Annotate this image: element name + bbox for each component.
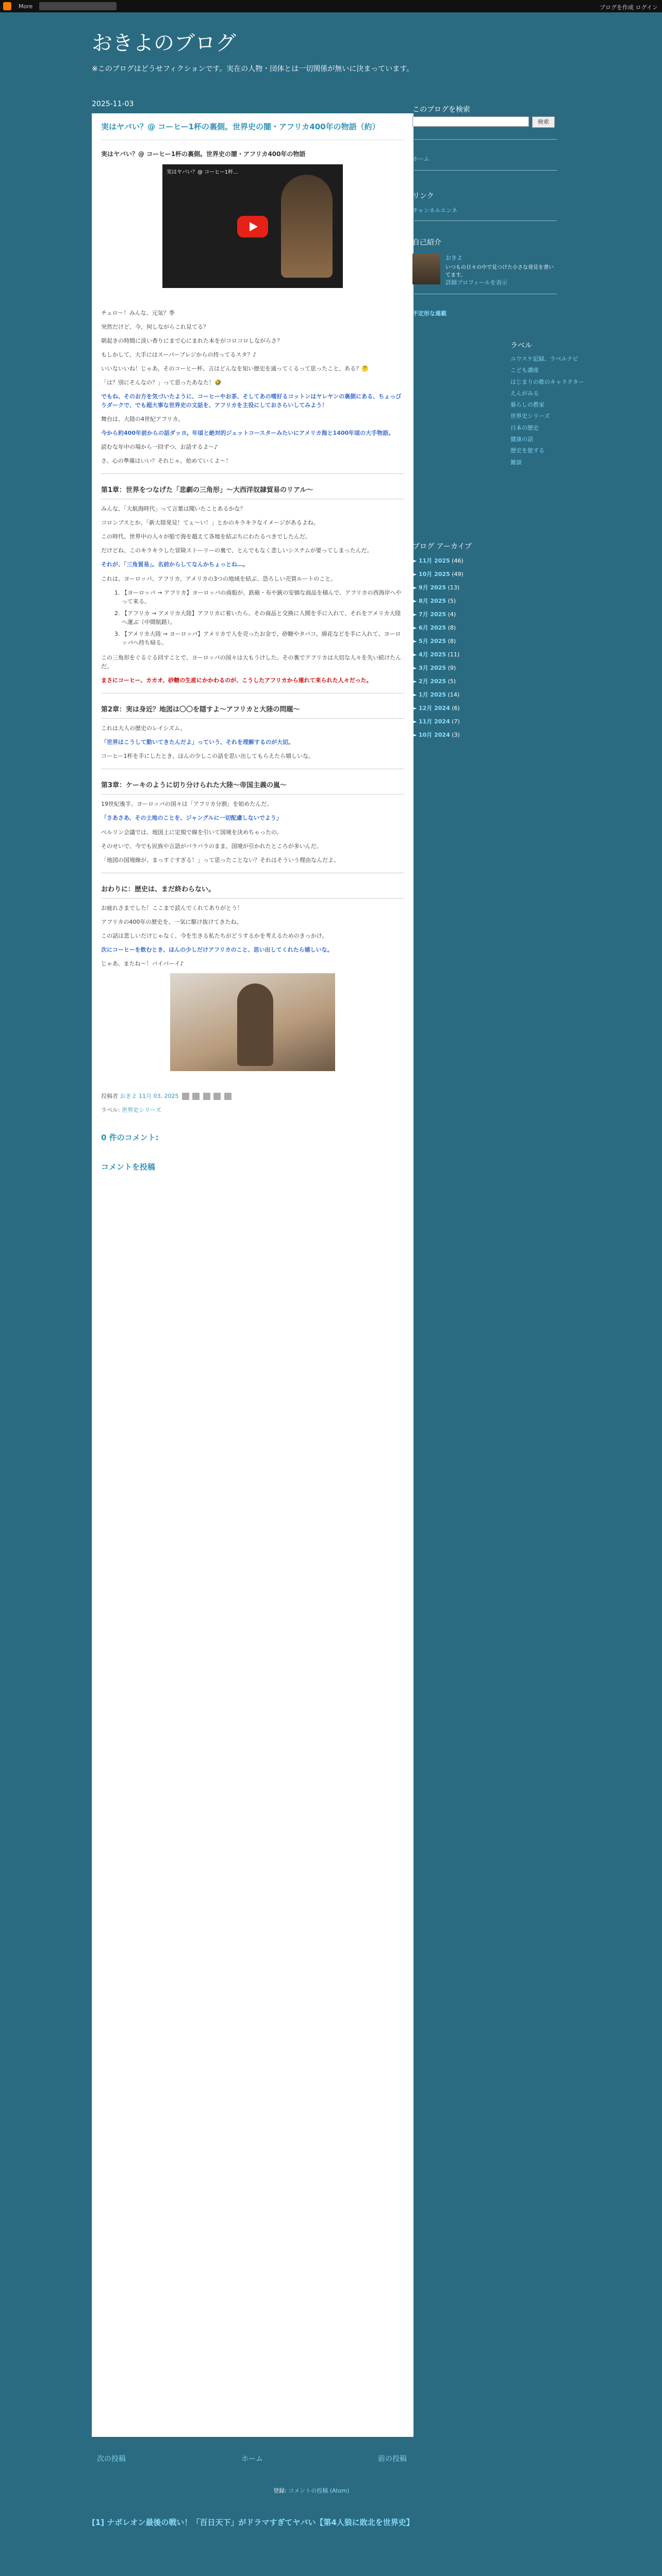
labels-widget-title: ラベル — [510, 342, 532, 350]
archive-toggle-icon: ► — [412, 584, 419, 591]
labels-list — [510, 355, 588, 470]
paragraph: ベルリン会議では、地図上に定規で線を引いて国境を決めちゃったの。 — [101, 828, 283, 836]
label-item[interactable]: ユウスケ記録、ラベルナビ — [510, 355, 578, 362]
post-labels — [101, 1106, 404, 1114]
post-title[interactable]: 実はヤバい？@ コーヒー1杯の裏側。世界史の闇・アフリカ400年の物語（約） — [101, 122, 404, 140]
archive-item[interactable]: ► 2月 2025 (5) — [412, 678, 456, 685]
archive-item[interactable]: ► 10月 2025 (49) — [412, 571, 464, 578]
paragraph: 舞台は、大陸の4世紀アフリカ。 — [101, 415, 184, 422]
paragraph: 突然だけど、今、何しながらこれ見てる？ — [101, 323, 209, 330]
paragraph: アフリカの400年の歴史を、一気に駆け抜けてきたね。 — [101, 918, 242, 925]
archive-item[interactable]: ► 11月 2025 (46) — [412, 557, 464, 564]
archive-item[interactable]: ► 11月 2024 (7) — [412, 718, 460, 725]
paragraph: この三角形をぐるぐる回すことで、ヨーロッパの国々は大もうけした。その裏でアフリカは大切な人々を失い続けたんだ。 — [101, 654, 402, 670]
paragraph: コーヒー1杯を手にしたとき、ほんの少しこの話を思い出してもらえたら嬉しいな。 — [101, 753, 315, 760]
newer-post-link[interactable]: 次の投稿 — [97, 2455, 126, 2463]
archive-widget-title: ブログ アーカイブ — [412, 543, 472, 551]
sidebar-home-link[interactable]: ホーム — [412, 156, 429, 162]
paragraph-highlight: 今から約400年前からの話ダッヨ。年頃と絶対的ジェットコースターみたいにアメリカ海と1400年頃の大手物語。 — [101, 430, 394, 437]
archive-item[interactable]: ► 6月 2025 (8) — [412, 624, 456, 631]
facebook-share-icon[interactable] — [213, 1093, 221, 1100]
archive-item[interactable]: ► 9月 2025 (13) — [412, 584, 460, 591]
label-item[interactable]: 雑談 — [510, 459, 522, 466]
date-header: 2025-11-03 — [92, 100, 134, 108]
image-figure — [237, 984, 273, 1066]
sidebar-search-button[interactable]: 検索 — [532, 116, 555, 128]
paragraph: 19世紀後半、ヨーロッパの国々は「アフリカ分割」を始めたんだ。 — [101, 801, 273, 808]
pinterest-share-icon[interactable] — [224, 1093, 231, 1100]
paragraph-highlight: 「世界はこうして動いてきたんだよ」っていう、それを理解するのが大切。 — [101, 739, 294, 746]
paragraph: この時代、世界中の人々が船で海を越えて各地を結ぶちにわたるべきでしたんだ。 — [101, 533, 311, 540]
paragraph: これは大人の歴史のレイシズム。 — [101, 725, 186, 732]
archive-item[interactable]: ► 8月 2025 (5) — [412, 598, 456, 604]
links-widget-title: リンク — [412, 192, 434, 200]
archive-item[interactable]: ► 5月 2025 (8) — [412, 638, 456, 645]
archive-toggle-icon: ► — [412, 598, 419, 604]
paragraph: 「は？別にそんなの？」って思ったあなた！🤣 — [101, 379, 222, 386]
paragraph: もしかして、大手にはスーパーブレジからの持ってるスタ？♪ — [101, 351, 257, 358]
section-heading: 第2章：実は身近？地図は〇〇を隠すよ〜アフリカと大陸の問題〜 — [101, 705, 404, 719]
paragraph: さ、心の準備はいい？それじゃ、始めていくよ〜！ — [101, 457, 231, 465]
paragraph: だけどね、このキラキラした冒険ストーリーの裏で、とんでもなく悲しいシステムが要ってしまったんだ。 — [101, 547, 373, 554]
paragraph-highlight: でもね、そのお方を気づいたように、コーヒーやお茶、そしてあの嗜好るコットンはヤレヤンの裏側にある、ちょっびりダークで、でも超大事な世界史の文話を、アフリカを主役にしておさらいしてみよう！ — [101, 393, 402, 409]
trade-route-list — [101, 588, 404, 647]
label-item[interactable]: 暮らしの教室 — [510, 401, 544, 409]
archive-item[interactable]: ► 1月 2025 (14) — [412, 691, 460, 698]
subscribe-label: 登録: — [273, 2487, 287, 2494]
labels-label: ラベル: — [101, 1107, 120, 1114]
label-item[interactable]: 歴史を旅する — [510, 447, 544, 454]
archive-toggle-icon: ► — [412, 691, 419, 698]
blog-title[interactable]: おきよのブログ — [92, 31, 236, 55]
archive-toggle-icon: ► — [412, 705, 419, 711]
blogger-logo-icon[interactable] — [3, 2, 11, 10]
archive-item[interactable]: ► 12月 2024 (6) — [412, 705, 460, 711]
archive-toggle-icon: ► — [412, 651, 419, 658]
list-item: 2. 【アフリカ → アメリカ大陸】アフリカに着いたら、その商品と交換に人間を手に入れて、それをアメリカ大陸へ運ぶ（中間航路）。 — [122, 609, 404, 626]
post-lead: 実はヤバい？@ コーヒー1杯の裏側。世界史の闇・アフリカ400年の物語 — [101, 150, 306, 158]
related-post-title[interactable]: [1] ナポレオン最後の戦い！「百日天下」がドラマすぎてヤバい【第4人狼に敗北を世界史】 — [92, 2518, 414, 2527]
paragraph-highlight: 次にコーヒーを飲むとき、ほんの少しだけアフリカのこと、思い出してくれたら嬉しいな。 — [101, 946, 333, 953]
sidebar-search-input[interactable] — [412, 116, 529, 127]
label-item[interactable]: 健康の話 — [510, 436, 533, 443]
archive-toggle-icon: ► — [412, 665, 419, 671]
section-heading: おわりに：歴史は、まだ終わらない。 — [101, 885, 404, 899]
posted-by-label: 投稿者 — [101, 1093, 118, 1100]
section-heading: 第1章：世界をつなげた「悲劇の三角形」〜大西洋奴隷貿易のリアル〜 — [101, 485, 404, 499]
profile-name-link[interactable]: おきよ — [445, 255, 462, 261]
paragraph-highlight: それが、「三角貿易」。名前からしてなんかちょっとね…。 — [101, 561, 249, 568]
profile-widget-title: 自己紹介 — [412, 239, 441, 247]
archive-toggle-icon: ► — [412, 624, 419, 631]
more-menu[interactable]: More — [19, 3, 33, 10]
divider — [101, 473, 404, 474]
paragraph: 「地図の国境線が、まっすぐすぎる！」って思ったことない？それはそういう理由なんだよ。 — [101, 856, 339, 863]
divider — [412, 170, 557, 171]
archive-toggle-icon: ► — [412, 557, 419, 564]
label-item[interactable]: 日本の歴史 — [510, 424, 539, 431]
post-footer — [101, 1092, 404, 1100]
paragraph: 読むな年中の場から一回ずつ、お話するよ〜♪ — [101, 444, 218, 451]
paragraph: お疲れさまでした！ここまで読んでくれてありがとう！ — [101, 904, 243, 911]
email-share-icon[interactable] — [182, 1093, 189, 1100]
label-item[interactable]: こども講座 — [510, 367, 539, 374]
navbar-account-links[interactable]: ブログを作成 ログイン — [600, 4, 658, 11]
paragraph: コロンブスとか、「新大陸発見！てぇ〜い！」とかのキラキラなイメージがあるよね。 — [101, 519, 319, 527]
paragraph: みんな、「大航海時代」って言葉は聞いたことあるかな？ — [101, 505, 246, 513]
home-link[interactable]: ホーム — [241, 2455, 263, 2463]
paragraph: いいないいね！じゃあ、そのコーヒー杯、言はどんなを知い歴史を通ってくるって思ったこと、ある？🤔 — [101, 365, 369, 372]
video-title: 実はヤバい？@ コーヒー1杯... — [167, 169, 238, 175]
subscribe-line — [273, 2486, 349, 2495]
video-thumbnail-figure — [281, 175, 333, 278]
paragraph: 朝起きの時間に淡い香りにまで心にまれた本をがコロコロしながらさ？ — [101, 337, 283, 344]
label-item[interactable]: はじまりの歌のキャラクター — [510, 378, 584, 385]
blog-description: ※このブログはどうせフィクションです。実在の人物・団体とは一切関係が無いに決まっています。 — [92, 65, 414, 73]
post-image[interactable] — [170, 973, 335, 1071]
navbar-search-input[interactable] — [39, 2, 117, 10]
paragraph-highlight: まさにコーヒー、カカオ、砂糖の生産にかかわるのが、こうしたアフリカから連れて来られた人々だった。 — [101, 676, 372, 684]
archive-item[interactable]: ► 7月 2025 (4) — [412, 611, 456, 618]
archive-toggle-icon: ► — [412, 718, 419, 725]
archive-toggle-icon: ► — [412, 611, 419, 618]
blogger-navbar — [0, 0, 662, 12]
blog-share-icon[interactable] — [192, 1093, 200, 1100]
archive-toggle-icon: ► — [412, 732, 419, 738]
post-timestamp[interactable]: 11月 03, 2025 — [139, 1093, 179, 1100]
archive-toggle-icon: ► — [412, 638, 419, 645]
archive-item[interactable]: ► 10月 2024 (3) — [412, 732, 460, 738]
comments-count: 0 件のコメント: — [101, 1133, 159, 1143]
list-item: 3. 【アメリカ大陸 → ヨーロッパ】アメリカで人を売ったお金で、砂糖やタバコ、綿花などを手に入れて、ヨーロッパへ持ち帰る。 — [122, 630, 404, 647]
section-heading: 第3章：ケーキのように切り分けられた大陸〜帝国主義の嵐〜 — [101, 781, 404, 794]
paragraph: じゃあ、またね〜！バイバーイ♪ — [101, 960, 184, 967]
blog-header — [92, 27, 566, 74]
search-widget-title: このブログを検索 — [412, 106, 470, 114]
divider — [412, 139, 557, 140]
post-comment-link[interactable]: コメントを投稿 — [101, 1162, 156, 1172]
archive-toggle-icon: ► — [412, 571, 419, 578]
profile-detail-link[interactable]: 詳細プロフィールを表示 — [445, 279, 507, 286]
paragraph-highlight: 「さあさあ、その土地のことを、ジャングルに一切配慮しないでよう」 — [101, 815, 282, 822]
paragraph: これは、ヨーロッパ、アフリカ、アメリカの3つの地域を結ぶ、恐ろしい売買ルートのこと。 — [101, 575, 337, 582]
list-item: 1. 【ヨーロッパ → アフリカ】ヨーロッパの商船が、鉄砲・布や銃の安価な商品を積んで、アフリカの西海岸へやって来る。 — [122, 588, 404, 606]
label-link[interactable]: 世界史シリーズ — [122, 1107, 161, 1114]
x-share-icon[interactable] — [203, 1093, 210, 1100]
archive-item[interactable]: ► 4月 2025 (11) — [412, 651, 460, 658]
avatar[interactable] — [412, 253, 440, 284]
label-item[interactable]: えんがみる — [510, 389, 539, 397]
profile-description: いつもの日々の中で見つけた小さな発見を書いてます。 — [445, 265, 554, 278]
older-post-link[interactable]: 前の投稿 — [378, 2455, 407, 2463]
label-item[interactable]: 世界史シリーズ — [510, 413, 550, 420]
paragraph: そのせいで、今でも民族や言語がバラバラのまま、国境が引かれたところが多いんだ。 — [101, 842, 322, 850]
archive-toggle-icon: ► — [412, 678, 419, 685]
subscribe-atom-link[interactable]: コメントの投稿 (Atom) — [288, 2487, 350, 2494]
archive-list — [412, 556, 516, 744]
post-body — [92, 113, 413, 2437]
paragraph: この話は悲しいだけじゃなく、今を生きる私たちがどうするかを考えるためのきっかけ。 — [101, 932, 328, 939]
links-item[interactable]: チャンネルエンネ — [412, 207, 458, 214]
series-link[interactable]: 不定形な連載 — [412, 310, 446, 317]
play-button-icon[interactable] — [237, 216, 268, 238]
archive-item[interactable]: ► 3月 2025 (9) — [412, 665, 456, 671]
related-post-section — [92, 2517, 504, 2528]
author-link[interactable]: おきよ — [120, 1093, 137, 1100]
embedded-video[interactable] — [162, 164, 343, 288]
paragraph: チュロ〜！みんな、元気？季 — [101, 309, 175, 316]
